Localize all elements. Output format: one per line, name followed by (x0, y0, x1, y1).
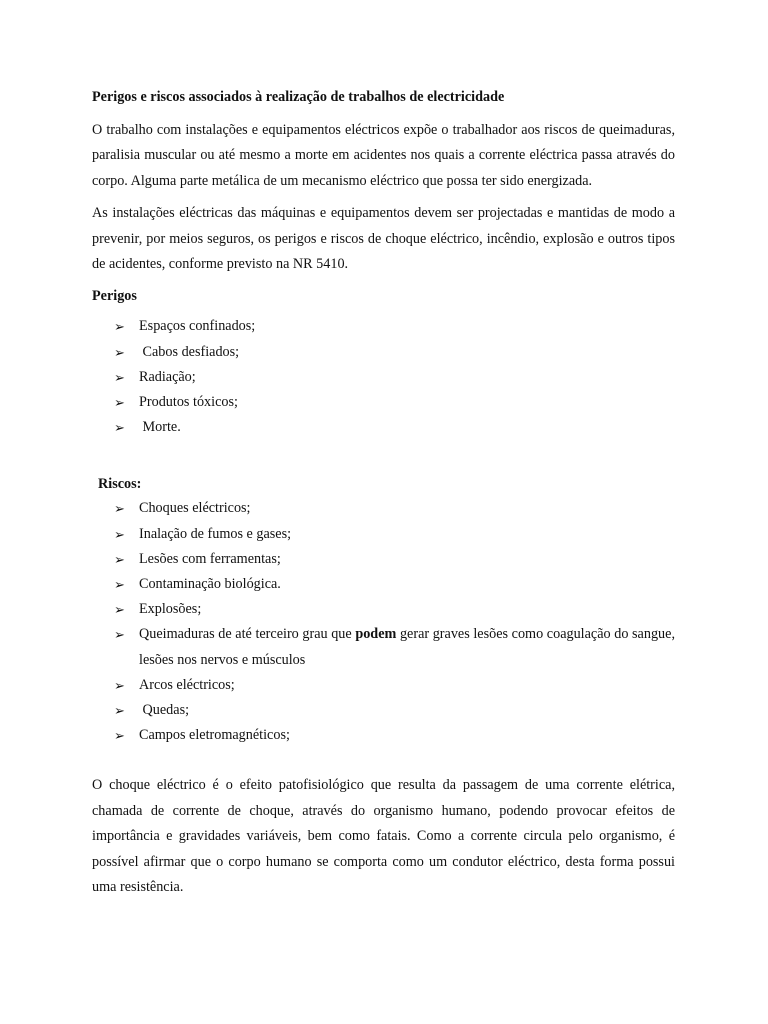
document-body (92, 85, 675, 901)
intro-paragraph: O trabalho com instalações e equipamentos eléctricos expõe o trabalhador aos riscos de queimaduras, paralisia muscular ou até mesmo a morte em acidentes nos quais a corrente eléctrica passa através do corpo. Alguma parte metálica de um mecanismo eléctrico que possa ter sido energizada. (92, 122, 675, 189)
emphasis-podem: podem (355, 626, 397, 643)
list-item: ➢ Campos eletromagnéticos; (92, 723, 675, 748)
list-item: ➢ Produtos tóxicos; (92, 390, 675, 415)
list-item: ➢ Espaços confinados; (92, 314, 675, 339)
arrow-bullet-icon: ➢ (114, 395, 125, 411)
riscos-heading: Riscos: (98, 476, 142, 493)
list-item: ➢ Cabos desfiados; (92, 340, 675, 365)
arrow-bullet-icon: ➢ (114, 344, 125, 360)
arrow-bullet-icon: ➢ (114, 677, 125, 693)
arrow-bullet-icon: ➢ (114, 602, 125, 618)
document-title: Perigos e riscos associados à realização de trabalhos de electricidade (92, 89, 505, 105)
list-item: ➢ Inalação de fumos e gases; (92, 522, 675, 547)
arrow-bullet-icon: ➢ (114, 526, 125, 542)
perigos-list (92, 314, 675, 440)
arrow-bullet-icon: ➢ (114, 369, 125, 385)
list-item: ➢ Arcos eléctricos; (92, 673, 675, 698)
list-item: ➢ Quedas; (92, 698, 675, 723)
arrow-bullet-icon: ➢ (114, 551, 125, 567)
list-item-queimaduras: ➢ Queimaduras de até terceiro grau que podem gerar graves lesões como coagulação do sangue, lesões nos nervos e músculos (92, 622, 675, 672)
list-item: ➢ Radiação; (92, 365, 675, 390)
riscos-list (92, 496, 675, 748)
arrow-bullet-icon: ➢ (114, 577, 125, 593)
list-item: ➢ Contaminação biológica. (92, 572, 675, 597)
arrow-bullet-icon: ➢ (114, 728, 125, 744)
closing-paragraph: O choque eléctrico é o efeito patofisiológico que resulta da passagem de uma corrente elétrica, chamada de corrente de choque, através do organismo humano, podendo provocar efeitos de importância e gravidades variáveis, bem como fatais. Como a corrente circula pelo organismo, é possível afirmar que o corpo humano se comporta como um condutor eléctrico, desta forma possui uma resistência. (92, 777, 675, 896)
arrow-bullet-icon: ➢ (114, 627, 125, 643)
list-item: ➢ Morte. (92, 415, 675, 440)
arrow-bullet-icon: ➢ (114, 420, 125, 436)
arrow-bullet-icon: ➢ (114, 501, 125, 517)
installations-paragraph: As instalações eléctricas das máquinas e equipamentos devem ser projectadas e mantidas de modo a prevenir, por meios seguros, os perigos e riscos de choque eléctrico, incêndio, explosão e outros tipos de acidentes, conforme previsto na NR 5410. (92, 205, 675, 273)
list-item: ➢ Explosões; (92, 597, 675, 622)
arrow-bullet-icon: ➢ (114, 703, 125, 719)
arrow-bullet-icon: ➢ (114, 319, 125, 335)
list-item: ➢ Choques eléctricos; (92, 496, 675, 521)
perigos-heading: Perigos (92, 288, 137, 305)
list-item: ➢ Lesões com ferramentas; (92, 547, 675, 572)
